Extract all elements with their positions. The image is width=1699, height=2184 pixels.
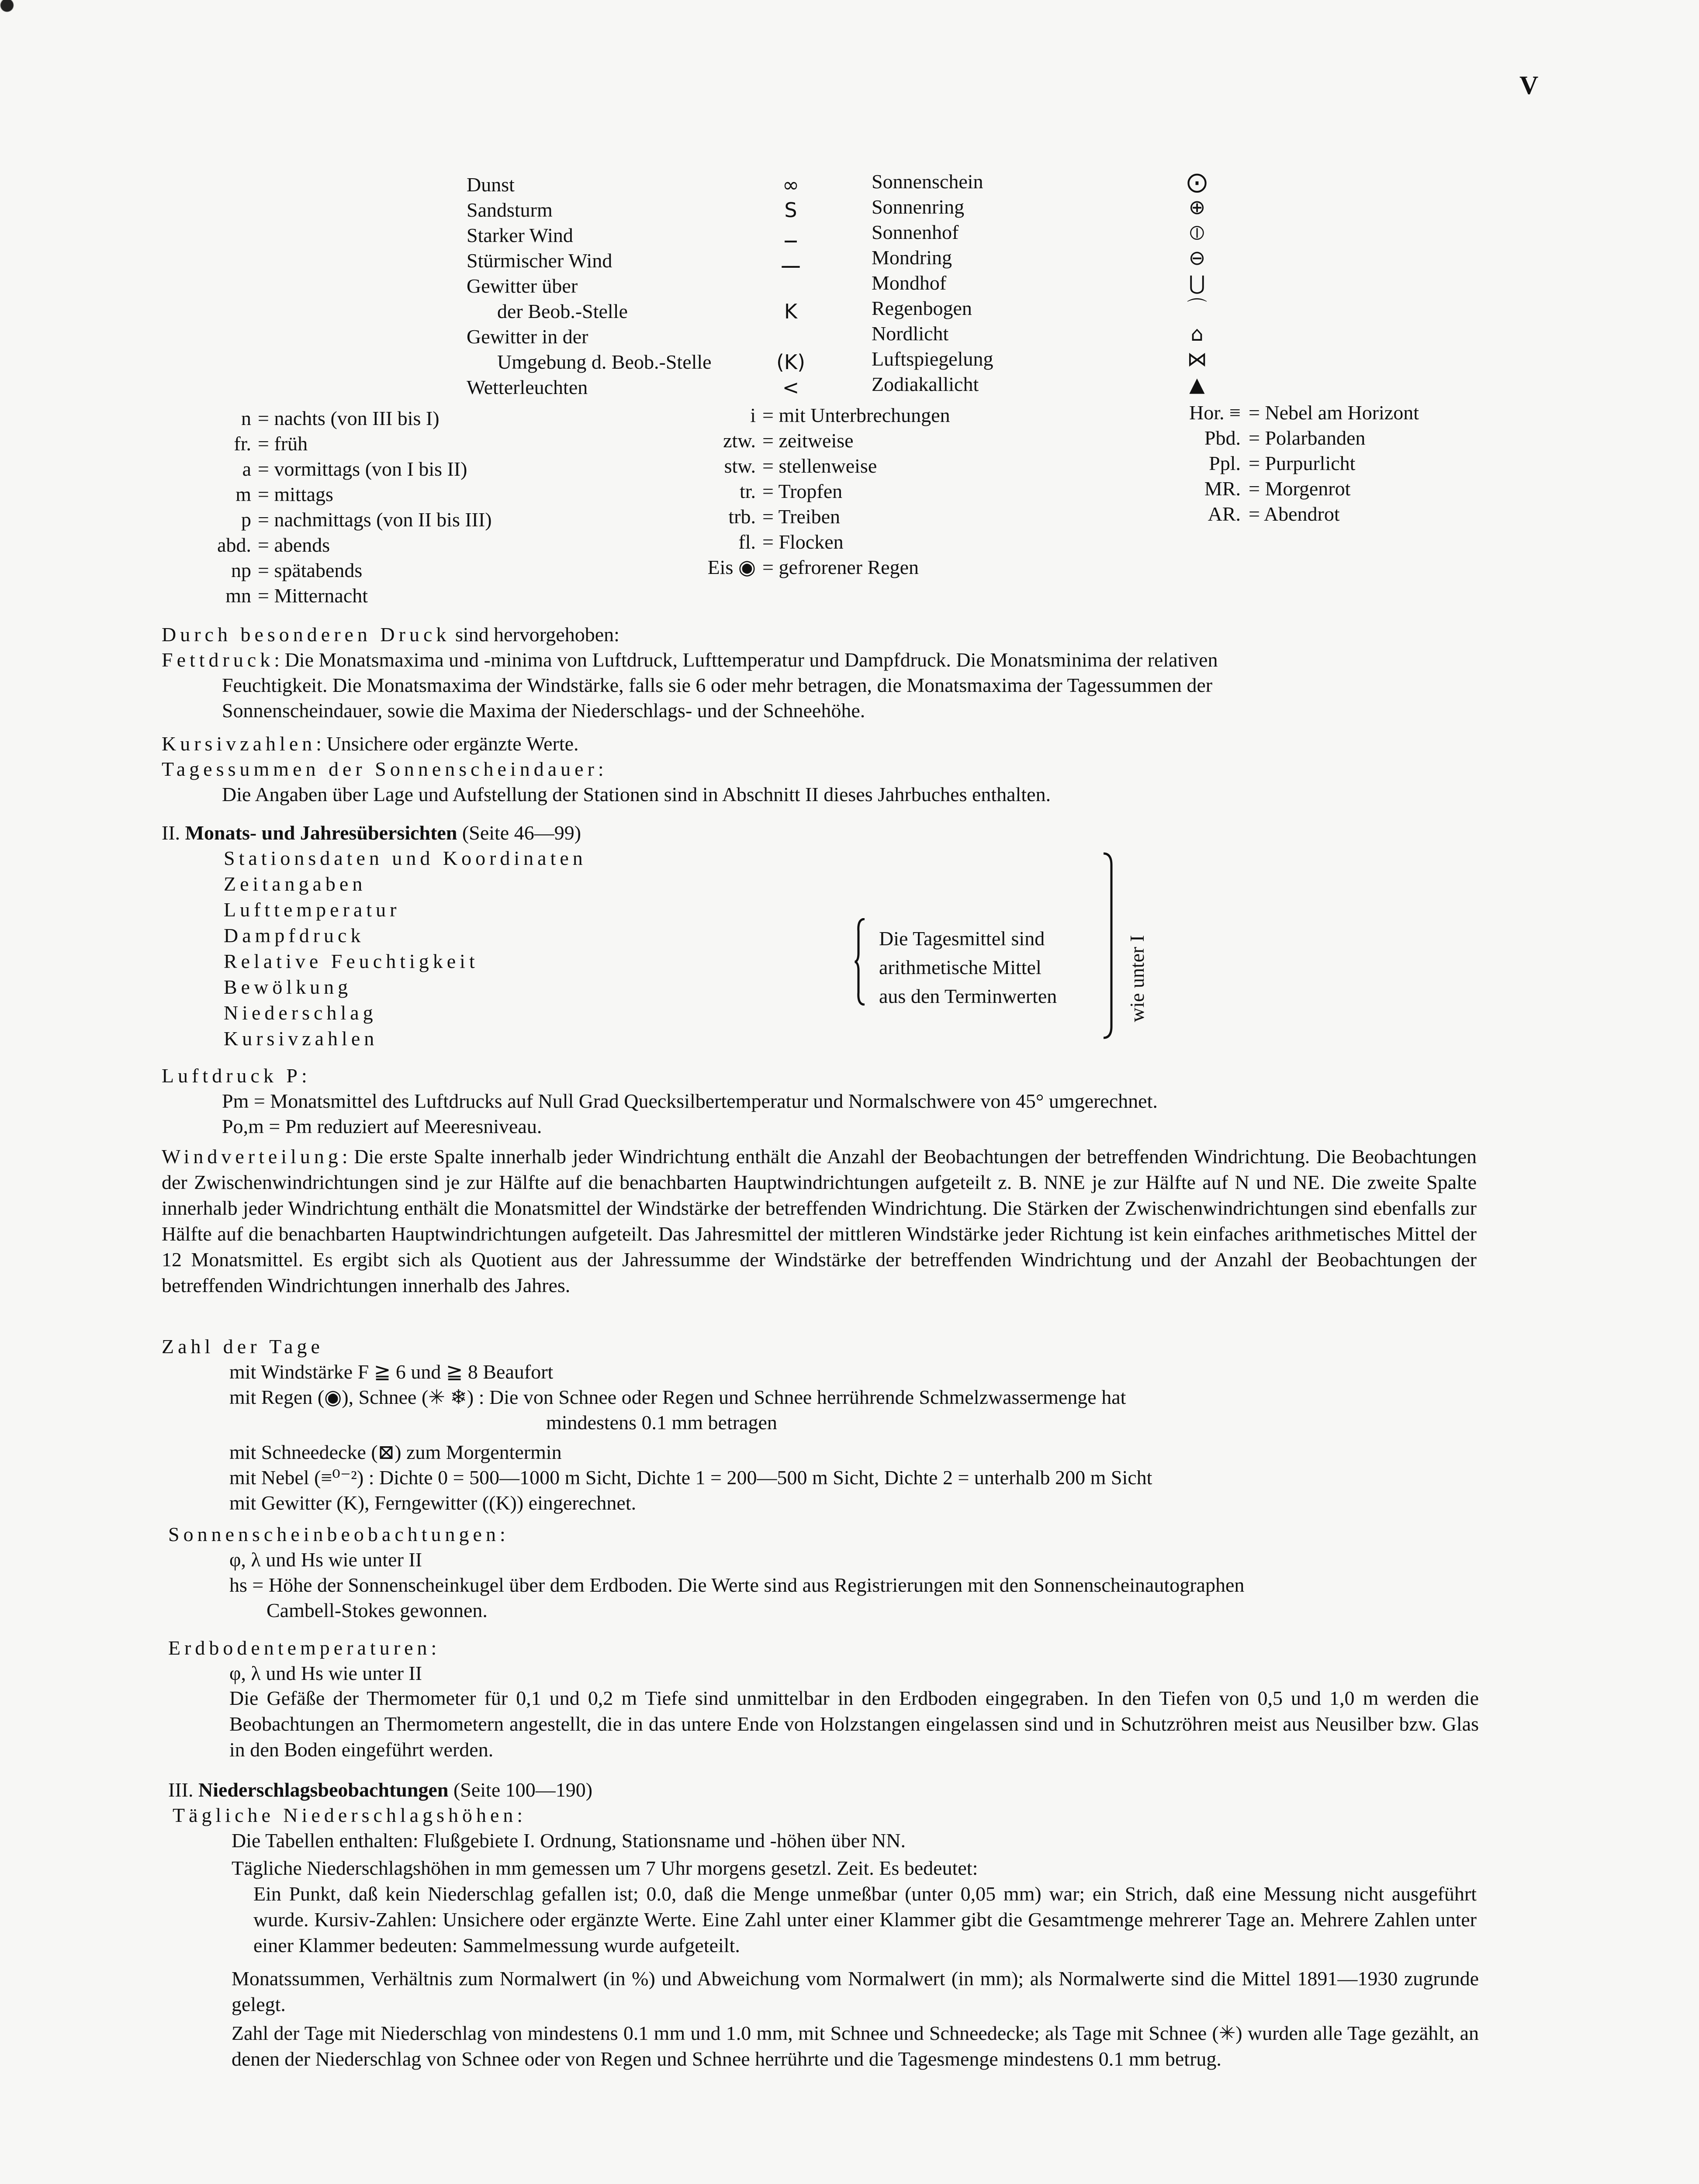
tagessummen-label: Tagessummen der Sonnenscheindauer: bbox=[162, 758, 608, 780]
brace-text: Die Tagesmittel sind arithmetische Mittel aus den Terminwerten bbox=[879, 927, 1057, 1007]
phenomenon-label: Gewitter über bbox=[467, 275, 578, 297]
phenomenon-label: Sonnenhof bbox=[872, 221, 959, 243]
phenomenon-label: Sonnenring bbox=[872, 196, 965, 218]
zahl-line-2b: mindestens 0.1 mm betragen bbox=[546, 1411, 777, 1434]
optics-abbr: Ppl. bbox=[1209, 452, 1241, 474]
time-text: = früh bbox=[258, 432, 308, 455]
optics-text: = Morgenrot bbox=[1249, 477, 1351, 500]
optics-abbr: Hor. ≡ bbox=[1189, 401, 1241, 424]
modifier-text: = zeitweise bbox=[762, 429, 854, 452]
modifier-text: = Flocken bbox=[762, 531, 844, 553]
phenomenon-symbol-icon: < bbox=[782, 376, 799, 399]
fettdruck-line: Fettdruck: Die Monatsmaxima und -minima von Luftdruck, Lufttemperatur und Dampfdruck. Die Monatsminima der relativen bbox=[162, 649, 1218, 671]
optics-text: = Abendrot bbox=[1249, 503, 1340, 525]
optics-text: = Purpurlicht bbox=[1249, 452, 1356, 474]
time-abbr: a bbox=[242, 458, 251, 480]
section-2-item: Niederschlag bbox=[224, 1002, 377, 1024]
section-3-heading: III. Niederschlagsbeobachtungen (Seite 100—190) bbox=[168, 1779, 593, 1801]
modifier-text: = gefrorener Regen bbox=[762, 556, 919, 578]
erdboden-label: Erdbodentemperaturen: bbox=[168, 1637, 441, 1659]
phenomenon-label: Mondring bbox=[872, 246, 952, 269]
time-text: = Mitternacht bbox=[258, 584, 368, 607]
modifier-abbr: i bbox=[750, 404, 756, 426]
zahl-line-1: mit Windstärke F ≧ 6 und ≧ 8 Beaufort bbox=[229, 1361, 554, 1383]
modifier-text: = Tropfen bbox=[762, 480, 843, 502]
section-2-item: Relative Feuchtigkeit bbox=[224, 950, 479, 972]
zahl-line-2: mit Regen (◉), Schnee (✳ ❄) : Die von Schnee oder Regen und Schnee herrührende Schmelzwassermenge hat bbox=[229, 1386, 1126, 1408]
time-text: = nachmittags (von II bis III) bbox=[258, 508, 492, 531]
time-abbr: abd. bbox=[217, 534, 251, 556]
phenomenon-label: Zodiakallicht bbox=[872, 373, 979, 395]
modifier-text: = mit Unterbrechungen bbox=[762, 404, 950, 426]
tagessummen-text: Die Angaben über Lage und Aufstellung der Stationen sind in Abschnitt II dieses Jahrbuches enthalten. bbox=[222, 783, 1051, 805]
phenomenon-symbol-icon: ـــ bbox=[782, 249, 800, 273]
fettdruck-cont-1: Feuchtigkeit. Die Monatsmaxima der Windstärke, falls sie 6 oder mehr betragen, die Monatsmaxima der Tagessummen der bbox=[222, 674, 1213, 696]
time-abbr: fr. bbox=[234, 432, 251, 455]
phenomenon-label: Stürmischer Wind bbox=[467, 249, 612, 272]
time-text: = vormittags (von I bis II) bbox=[258, 458, 467, 480]
wie-unter-label: wie unter I bbox=[1126, 935, 1148, 1022]
phenomenon-label: der Beob.-Stelle bbox=[497, 300, 628, 322]
optics-text: = Nebel am Horizont bbox=[1249, 401, 1419, 424]
phenomenon-symbol-icon: ــ bbox=[785, 224, 797, 247]
phenomenon-symbol-icon: ∞ bbox=[782, 173, 799, 197]
phenomenon-label: Umgebung d. Beob.-Stelle bbox=[497, 351, 712, 373]
phenomenon-label: Starker Wind bbox=[467, 224, 573, 246]
time-text: = nachts (von III bis I) bbox=[258, 407, 439, 429]
modifier-abbr: trb. bbox=[728, 505, 756, 528]
curly-brace bbox=[854, 918, 867, 1006]
section-3-para-3: Zahl der Tage mit Niederschlag von mindestens 0.1 mm und 1.0 mm, mit Schnee und Schneedecke; als Tage mit Schnee (✳) wurden alle Tage gezählt, an denen der Niederschlag von Schnee oder von Regen und Schnee herrührte und die Tagesmenge mindestens 0.1 mm betrug. bbox=[232, 2022, 1479, 2070]
page-number: V bbox=[1519, 71, 1539, 100]
time-abbr: mn bbox=[225, 584, 251, 607]
modifier-text: = Treiben bbox=[762, 505, 841, 528]
section-2-item: Lufttemperatur bbox=[224, 898, 401, 921]
modifier-text: = stellenweise bbox=[762, 455, 877, 477]
section-2-item: Stationsdaten und Koordinaten bbox=[224, 847, 587, 869]
phenomenon-symbol-icon: ⌂ bbox=[1190, 322, 1204, 346]
optics-text: = Polarbanden bbox=[1249, 427, 1366, 449]
time-abbr: m bbox=[235, 483, 251, 505]
phenomenon-label: Nordlicht bbox=[872, 322, 949, 345]
time-text: = abends bbox=[258, 534, 330, 556]
sonnenschein-line-2b: Cambell-Stokes gewonnen. bbox=[266, 1599, 488, 1621]
phenomenon-label: Gewitter in der bbox=[467, 325, 588, 348]
phenomenon-symbol-icon: ⊕ bbox=[1188, 195, 1206, 219]
section-2-item: Zeitangaben bbox=[224, 873, 367, 895]
section-3-para-2: Monatssummen, Verhältnis zum Normalwert (in %) und Abweichung vom Normalwert (in mm); als Normalwerte sind die Mittel 1891—1930 zugrunde gelegt. bbox=[232, 1967, 1479, 2015]
phenomenon-label: Mondhof bbox=[872, 272, 947, 294]
modifier-abbr: Eis ◉ bbox=[707, 556, 756, 578]
kursivzahlen-line: Kursivzahlen: Unsichere oder ergänzte Werte. bbox=[162, 733, 579, 755]
phenomenon-symbol-icon: ▲ bbox=[1189, 373, 1205, 396]
phenomenon-symbol-icon: ⦶ bbox=[1190, 221, 1204, 244]
windverteilung-paragraph: Windverteilung: Die erste Spalte innerhalb jeder Windrichtung enthält die Anzahl der Beobachtungen der betreffenden Windrichtung. Die Beobachtungen der Zwischenwindrichtungen sind je zur Hälfte auf die benachbarten Hauptwindrichtungen aufgeteilt z. B. NNE je zur Hälfte auf N und NE. Die zweite Spalte innerhalb jeder Windrichtung enthält die Monatsmittel der Windstärke der betreffenden Windrichtung. Die Stärken der Zwischenwindrichtungen sind ebenfalls zur Hälfte auf die benachbarten Hauptwindrichtungen aufgeteilt. Das Jahresmittel der mittleren Windstärke jeder Richtung ist kein einfaches arithmetisches Mittel der 12 Monatsmittel. Es ergibt sich als Quotient aus der Jahressumme der Windstärke der betreffenden Windrichtung und der Anzahl der Beobachtungen der betreffenden Windrichtungen innerhalb des Jahres. bbox=[162, 1145, 1477, 1296]
sonnenschein-line-2: hs = Höhe der Sonnenscheinkugel über dem Erdboden. Die Werte sind aus Registrierungen mit den Sonnenscheinautographen bbox=[229, 1574, 1245, 1596]
time-text: = mittags bbox=[258, 483, 333, 505]
modifier-abbr: stw. bbox=[724, 455, 756, 477]
scan-speck-top-left bbox=[0, 0, 35, 17]
zahl-line-4: mit Nebel (≡⁰⁻²) : Dichte 0 = 500—1000 m Sicht, Dichte 1 = 200—500 m Sicht, Dichte 2 = unterhalb 200 m Sicht bbox=[229, 1466, 1152, 1489]
erdboden-paragraph: Die Gefäße der Thermometer für 0,1 und 0,2 m Tiefe sind unmittelbar in den Erdboden eingegraben. In den Tiefen von 0,5 und 1,0 m werden die Beobachtungen an Thermometern angestellt, die in das untere Ende von Holzstangen eingelassen sind und in Schutzröhren meist aus Neusilber bzw. Glas in den Boden eingeführt werden. bbox=[229, 1687, 1479, 1761]
section-2-item: Kursivzahlen bbox=[224, 1027, 378, 1050]
zahl-der-tage-label: Zahl der Tage bbox=[162, 1335, 324, 1358]
phenomenon-symbol-icon: ⌒ bbox=[1187, 297, 1207, 320]
section-2-heading: II. Monats- und Jahresübersichten (Seite 46—99) bbox=[162, 822, 581, 844]
phenomenon-label: Luftspiegelung bbox=[872, 348, 993, 370]
modifier-abbr: tr. bbox=[739, 480, 756, 502]
druck-heading: Durch besonderen Druck sind hervorgehoben: bbox=[162, 623, 619, 646]
luftdruck-label: Luftdruck P: bbox=[162, 1064, 311, 1087]
optics-abbr: Pbd. bbox=[1204, 427, 1241, 449]
sonnenschein-label: Sonnenscheinbeobachtungen: bbox=[168, 1523, 509, 1545]
optics-abbr: AR. bbox=[1208, 503, 1241, 525]
section-3-subheading: Tägliche Niederschlagshöhen: bbox=[173, 1804, 527, 1826]
zahl-line-3: mit Schneedecke (⊠) zum Morgentermin bbox=[229, 1441, 562, 1463]
phenomenon-symbol-icon: K bbox=[784, 300, 798, 323]
erdboden-line-1: φ, λ und Hs wie unter II bbox=[229, 1662, 422, 1684]
phenomenon-symbol-icon: ⋃ bbox=[1189, 271, 1205, 295]
square-bracket bbox=[1101, 852, 1118, 1040]
optics-abbr: MR. bbox=[1204, 477, 1241, 500]
section-3-para-1: Ein Punkt, daß kein Niederschlag gefallen ist; 0.0, daß die Menge unmeßbar (unter 0,05 mm) war; ein Strich, daß eine Messung nicht ausgeführt wurde. Kursiv-Zahlen: Unsichere oder ergänzte Werte. Eine Zahl unter einer Klammer gibt die Gesamtmenge mehrerer Tage an. Mehrere Zahlen unter einer Klammer bedeuten: Sammelmessung wurde aufgeteilt. bbox=[253, 1883, 1477, 1956]
phenomenon-symbol-icon: ⨀ bbox=[1187, 170, 1207, 194]
section-2-item: Dampfdruck bbox=[224, 924, 365, 947]
time-abbr: p bbox=[241, 508, 251, 531]
phenomenon-symbol-icon: ⊖ bbox=[1188, 246, 1206, 270]
time-abbr: np bbox=[231, 559, 251, 581]
phenomenon-label: Dunst bbox=[467, 173, 515, 196]
modifier-abbr: fl. bbox=[738, 531, 756, 553]
phenomenon-label: Wetterleuchten bbox=[467, 376, 588, 398]
section-3-line-2: Tägliche Niederschlagshöhen in mm gemessen um 7 Uhr morgens gesetzl. Zeit. Es bedeutet: bbox=[232, 1857, 978, 1879]
phenomenon-symbol-icon: ⋈ bbox=[1187, 347, 1207, 371]
luftdruck-line-1: Pm = Monatsmittel des Luftdrucks auf Null Grad Quecksilbertemperatur und Normalschwere von 45° umgerechnet. bbox=[222, 1090, 1158, 1112]
luftdruck-line-2: Po,m = Pm reduziert auf Meeresniveau. bbox=[222, 1115, 542, 1137]
modifier-abbr: ztw. bbox=[723, 429, 756, 452]
section-3-line-1: Die Tabellen enthalten: Flußgebiete I. Ordnung, Stationsname und -höhen über NN. bbox=[232, 1829, 906, 1852]
phenomenon-label: Sandsturm bbox=[467, 199, 553, 221]
time-text: = spätabends bbox=[258, 559, 363, 581]
phenomenon-label: Sonnenschein bbox=[872, 170, 983, 193]
sonnenschein-line-1: φ, λ und Hs wie unter II bbox=[229, 1548, 422, 1571]
zahl-line-5: mit Gewitter (K), Ferngewitter ((K)) eingerechnet. bbox=[229, 1492, 637, 1514]
fettdruck-cont-2: Sonnenscheindauer, sowie die Maxima der Niederschlags- und der Schneehöhe. bbox=[222, 699, 865, 722]
phenomenon-symbol-icon: S bbox=[784, 198, 797, 222]
time-abbr: n bbox=[241, 407, 251, 429]
phenomenon-symbol-icon: (K) bbox=[776, 350, 806, 374]
section-2-item: Bewölkung bbox=[224, 976, 352, 998]
phenomenon-label: Regenbogen bbox=[872, 297, 972, 319]
